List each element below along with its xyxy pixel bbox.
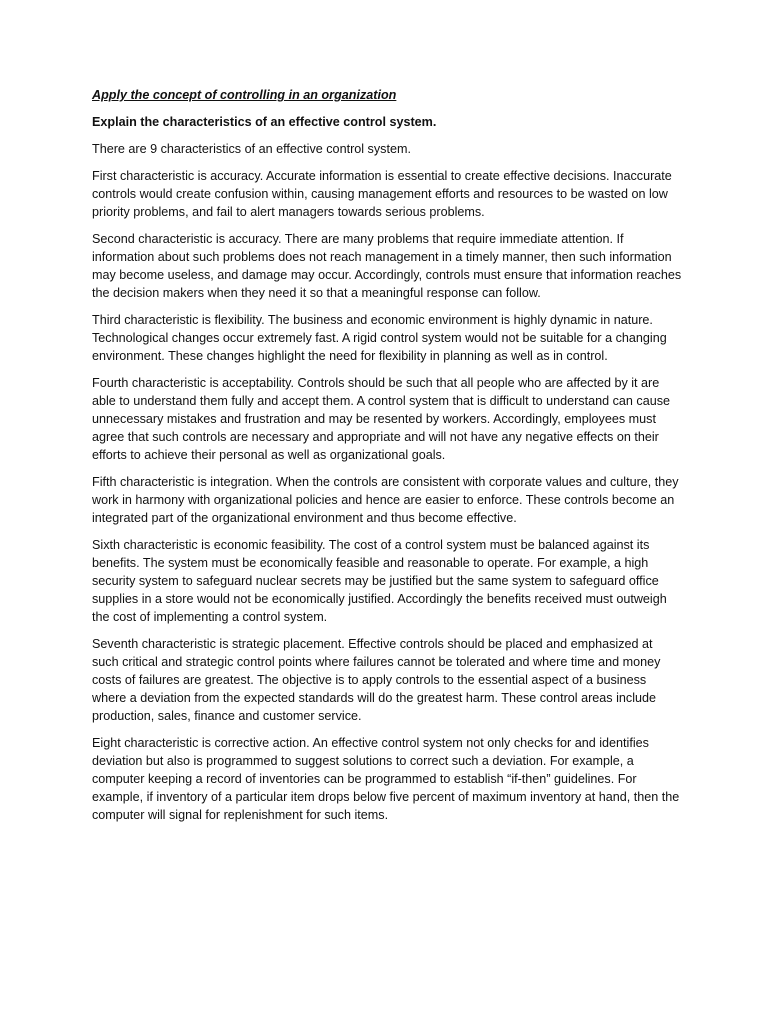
paragraph-strategic-placement: Seventh characteristic is strategic placement. Effective controls should be placed and emphasized at such critical and strategic control points where failures cannot be tolerated and where time and money costs of failures are greatest. The objective is to apply controls to the essential aspect of a business where a deviation from the expected standards will do the greatest harm. These control areas include production, sales, finance and customer service. bbox=[92, 637, 661, 723]
document-title: Apply the concept of controlling in an organization bbox=[92, 88, 397, 102]
question-heading: Explain the characteristics of an effective control system. bbox=[92, 115, 437, 129]
paragraph-acceptability: Fourth characteristic is acceptability. Controls should be such that all people who are affected by it are able to understand them fully and accept them. A control system that is difficult to understand can cause unnecessary mistakes and frustration and may be resented by workers. Accordingly, employees must agree that such controls are necessary and appropriate and will not have any negative effects on their efforts to achieve their personal as well as organizational goals. bbox=[92, 376, 671, 462]
paragraph-economic-feasibility: Sixth characteristic is economic feasibility. The cost of a control system must be balanced against its benefits. The system must be economically feasible and reasonable to operate. For example, a high security system to safeguard nuclear secrets may be justified but the same system to safeguard office supplies in a store would not be economically justified. Accordingly the benefits received must outweigh the cost of implementing a control system. bbox=[92, 538, 667, 624]
paragraph-timeliness: Second characteristic is accuracy. There are many problems that require immediate attention. If information about such problems does not reach management in a timely manner, then such information may become useless, and damage may occur. Accordingly, controls must ensure that information reaches the decision makers when they need it so that a meaningful response can follow. bbox=[92, 232, 682, 300]
paragraph-flexibility: Third characteristic is flexibility. The business and economic environment is highly dynamic in nature. Technological changes occur extremely fast. A rigid control system would not be suitable for a changing environment. These changes highlight the need for flexibility in planning as well as in control. bbox=[92, 313, 667, 363]
paragraph-corrective-action: Eight characteristic is corrective action. An effective control system not only checks for and identifies deviation but also is programmed to suggest solutions to correct such a deviation. For example, a computer keeping a record of inventories can be programmed to establish “if-then” guidelines. For example, if inventory of a particular item drops below five percent of maximum inventory at hand, then the computer will signal for replenishment for such items. bbox=[92, 736, 680, 822]
paragraph-accuracy: First characteristic is accuracy. Accurate information is essential to create effective decisions. Inaccurate controls would create confusion within, causing management efforts and resources to be wasted on low priority problems, and fail to alert managers towards serious problems. bbox=[92, 169, 672, 219]
document-page bbox=[92, 86, 682, 833]
paragraph-integration: Fifth characteristic is integration. When the controls are consistent with corporate values and culture, they work in harmony with organizational policies and hence are easier to enforce. These controls become an integrated part of the organizational environment and thus become effective. bbox=[92, 475, 679, 525]
intro-paragraph: There are 9 characteristics of an effective control system. bbox=[92, 142, 411, 156]
